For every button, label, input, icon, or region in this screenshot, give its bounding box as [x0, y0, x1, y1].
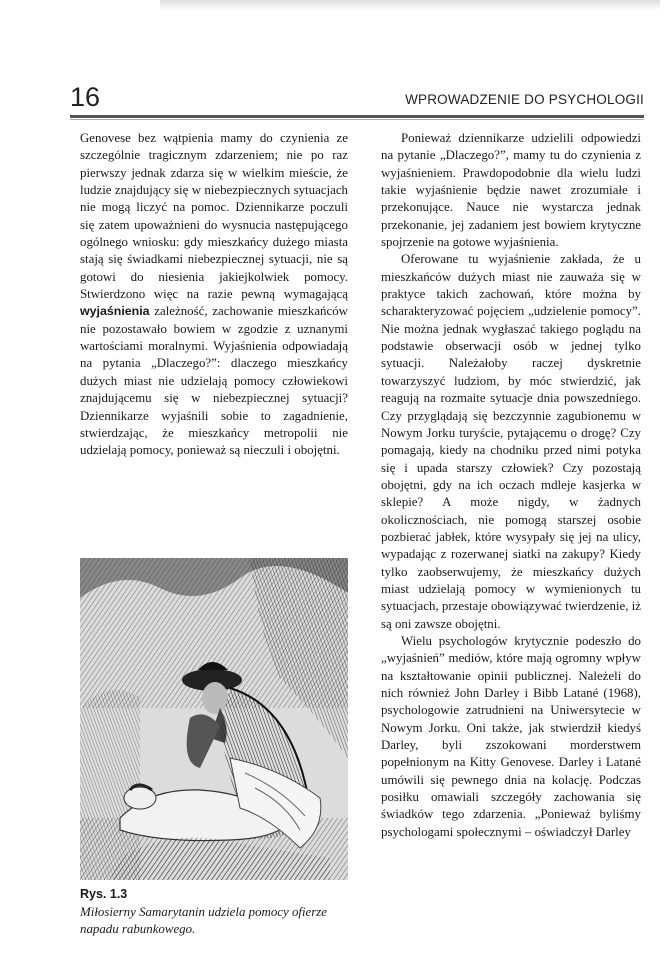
left-paragraph [80, 130, 348, 460]
right-paragraph-1: Ponieważ dziennikarze udzielili odpowiedzi na pytanie „Dlaczego?”, mamy tu do czynienia z wyjaśnieniem. Prawdopodobnie dla wielu ludzi takie wyjaśnienie będzie nawet zrozumiałe i przekonujące. Nauce nie wystarcza jednak przekonanie, jej zadaniem jest bowiem krytyczne spojrzenie na gotowe wyjaśnienia. [381, 131, 641, 250]
figure-illustration [80, 558, 348, 880]
engraving-illustration [80, 558, 348, 880]
left-text-1: Genovese bez wątpienia mamy do czynienia ze szczególnie tragicznym zdarzeniem; nie po raz pierwszy jednak zdarza się w wielkim mieście, że ludzie znajdujący się w niebezpiecznych sytuacjach nie mogą liczyć na pomoc. Dziennikarze poczuli się zatem upoważnieni do wysnucia następującego ogólnego wniosku: gdy mieszkańcy dużego miasta stają się świadkami niebezpiecznej sytuacji, nie są gotowi do niesienia jakiejkolwiek pomocy. Stwierdzono więc na razie pewną wymagającą [80, 131, 348, 302]
right-paragraph-2: Oferowane tu wyjaśnienie zakłada, że u mieszkańców dużych miast nie zauważa się w praktyce takich zachowań, które można by scharakteryzować pojęciem „udzielenie pomocy”. Nie można jednak wygłaszać takiego poglądu na podstawie obserwacji osób w jednej tylko sytuacji. Należałoby raczej dyskretnie towarzyszyć ludziom, by móc stwierdzić, jak reagują na rozmaite sytuacje dnia powszedniego. Czy przyglądają się bezczynnie zagubionemu w Nowym Jorku turyście, pytającemu o drogę? Czy pomagają, kiedy na chodniku przed nimi potyka się i upada starszy człowiek? Czy pozostają obojętni, gdy na ich oczach mdleje kasjerka w sklepie? A może nigdy, w żadnych okolicznościach, nie pomogą starszej osobie pozbierać jabłek, które wysypały się jej na ulicy, wypadając z rozerwanej siatki na zakupy? Kiedy tylko zaobserwujemy, że mieszkańcy dużych miast udzielają pomocy w wymienionych tu sytuacjach, przestaje obowiązywać twierdzenie, iż są oni zawsze obojętni. [381, 252, 641, 631]
page-header [70, 82, 644, 116]
page-number: 16 [70, 82, 101, 112]
header-rule [70, 115, 644, 118]
bold-term-wyjasnienia: wyjaśnienia [80, 304, 150, 319]
header-rule-thin [70, 119, 644, 120]
right-column [381, 130, 641, 841]
page-edge-shadow [160, 0, 660, 10]
right-paragraph-3: Wielu psychologów krytycznie podeszło do „wyjaśnień” mediów, które mają ogromny wpływ na kształtowanie opinii publicznej. Należeli do nich również John Darley i Bibb Latané (1968), psychologowie zatrudnieni na Uniwersytecie w Nowym Jorku. Oni także, jak stwierdził kiedyś Darley, byli zszokowani morderstwem popełnionym na Kitty Genovese. Darley i Latané umówili się pewnego dnia na kolację. Podczas posiłku omawiali szczegóły zachowania się świadków tego zdarzenia. „Ponieważ byliśmy psychologami społecznymi – oświadczył Darley [381, 633, 641, 839]
left-text-2: zależność, zachowanie mieszkańców nie pozostawało bowiem w zgodzie z uznanymi wartościami moralnymi. Wyjaśnienia odpowiadają na pytania „Dlaczego?”: dlaczego mieszkańcy dużych miast nie udzielają pomocy człowiekowi znajdującemu się w niebezpiecznej sytuacji? Dziennikarze wyjaśnili sobie to zagadnienie, stwierdzając, że mieszkańcy metropolii nie udzielają pomocy, ponieważ są nieczuli i obojętni. [80, 304, 348, 458]
left-column [80, 130, 348, 460]
figure-caption: Miłosierny Samarytanin udziela pomocy ofierze napadu rabunkowego. [80, 905, 328, 937]
figure-label: Rys. 1.3 [80, 887, 128, 901]
running-head: WPROWADZENIE DO PSYCHOLOGII [405, 92, 644, 107]
